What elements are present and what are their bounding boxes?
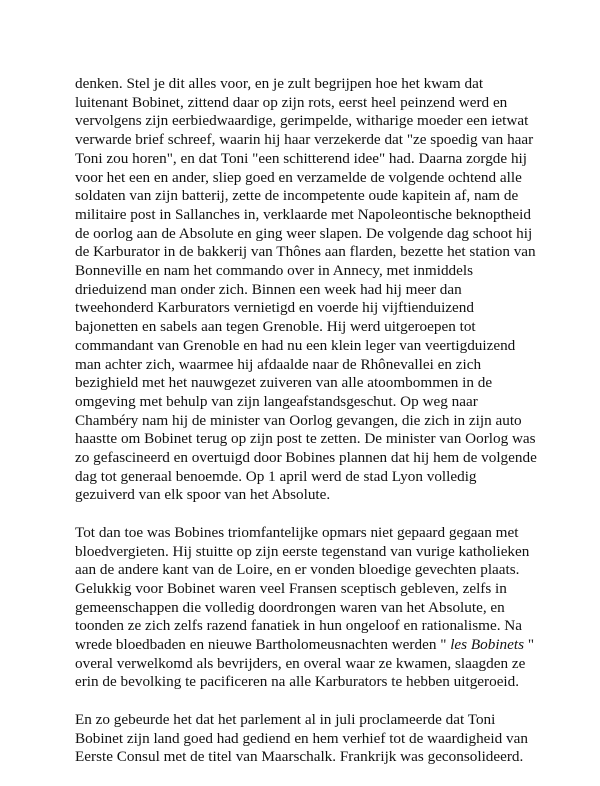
text-line: omgeving met behulp van zijn langeafstandsgeschut. Op weg naar bbox=[75, 392, 478, 410]
text-segment: wrede bloedbaden en nieuwe Bartholomeusnachten werden " bbox=[75, 636, 451, 654]
text-line: Gelukkig voor Bobinet waren veel Fransen sceptisch gebleven, zelfs in bbox=[75, 579, 507, 597]
text-line: de oorlog aan de Absolute en ging weer slapen. De volgende dag schoot hij bbox=[75, 224, 533, 242]
text-line: dag tot generaal benoemde. Op 1 april werd de stad Lyon volledig bbox=[75, 467, 477, 485]
text-line: gezuiverd van elk spoor van het Absolute. bbox=[75, 486, 331, 504]
text-line: bezighield met het nauwgezet zuiveren van alle atoombommen in de bbox=[75, 374, 493, 392]
text-line: toonden ze zich zelfs razend fanatiek in hun ongeloof en rationalisme. Na bbox=[75, 617, 523, 635]
text-segment: " bbox=[524, 636, 535, 654]
text-line: tweehonderd Karburators vernietigd en voerde hij vijftienduizend bbox=[75, 299, 474, 317]
text-line: man achter zich, waarmee hij afdaalde naar de Rhônevallei en zich bbox=[75, 355, 482, 373]
text-line: vervolgens zijn eerbiedwaardige, gerimpelde, witharige moeder een ietwat bbox=[75, 112, 529, 130]
text-line: Eerste Consul met de titel van Maarschalk. Frankrijk was geconsolideerd. bbox=[75, 748, 524, 766]
text-line: haastte om Bobinet terug op zijn post te zetten. De minister van Oorlog was bbox=[75, 430, 536, 448]
text-line: Tot dan toe was Bobines triomfantelijke opmars niet gepaard gegaan met bbox=[75, 523, 519, 541]
text-line: militaire post in Sallanches in, verklaarde met Napoleontische beknoptheid bbox=[75, 205, 531, 223]
text-line: aan de andere kant van de Loire, en er vonden bloedige gevechten plaats. bbox=[75, 561, 520, 579]
text-line: En zo gebeurde het dat het parlement al in juli proclameerde dat Toni bbox=[75, 710, 496, 728]
text-line: voor het een en ander, sliep goed en verzamelde de volgende ochtend alle bbox=[75, 168, 522, 186]
text-line: bloedvergieten. Hij stuitte op zijn eerste tegenstand van vurige katholieken bbox=[75, 542, 530, 560]
text-line: luitenant Bobinet, zittend daar op zijn rots, eerst heel peinzend werd en bbox=[75, 93, 508, 111]
text-line: de Karburator in de bakkerij van Thônes aan flarden, bezette het station van bbox=[75, 243, 536, 261]
text-line: Toni zou horen", en dat Toni "een schitterend idee" had. Daarna zorgde hij bbox=[75, 149, 527, 167]
text-line: erin de bevolking te pacificeren na alle Karburators te hebben uitgeroeid. bbox=[75, 673, 520, 691]
text-line: verwarde brief schreef, waarin hij haar verzekerde dat "ze spoedig van haar bbox=[75, 131, 534, 149]
text-line: drieduizend man onder zich. Binnen een week had hij meer dan bbox=[75, 280, 462, 298]
text-line: Bobinet zijn land goed had gediend en hem verhief tot de waardigheid van bbox=[75, 729, 528, 747]
text-line: Bonneville en nam het commando over in Annecy, met inmiddels bbox=[75, 262, 474, 280]
text-line: zo gefascineerd en overtuigd door Bobines plannen dat hij hem de volgende bbox=[75, 449, 537, 467]
paragraph-3 bbox=[75, 711, 527, 767]
text-line: gemeenschappen die volledig doordrongen waren van het Absolute, en bbox=[75, 598, 505, 616]
document-page bbox=[75, 75, 537, 786]
text-line: bajonetten en sabels aan tegen Grenoble. Hij werd uitgeroepen tot bbox=[75, 318, 476, 336]
text-line: soldaten van zijn batterij, zette de incompetente oude kapitein af, nam de bbox=[75, 187, 519, 205]
text-line: overal verwelkomd als bevrijders, en overal waar ze kwamen, slaagden ze bbox=[75, 654, 526, 672]
text-line: denken. Stel je dit alles voor, en je zult begrijpen hoe het kwam dat bbox=[75, 75, 484, 92]
text-line-with-italic bbox=[75, 636, 535, 655]
paragraph-2 bbox=[75, 523, 535, 692]
text-line: commandant van Grenoble en had nu een klein leger van veertigduizend bbox=[75, 336, 516, 354]
paragraph-1 bbox=[75, 75, 537, 505]
text-line: Chambéry nam hij de minister van Oorlog gevangen, die zich in zijn auto bbox=[75, 411, 522, 429]
italic-phrase: les Bobinets bbox=[450, 636, 525, 654]
